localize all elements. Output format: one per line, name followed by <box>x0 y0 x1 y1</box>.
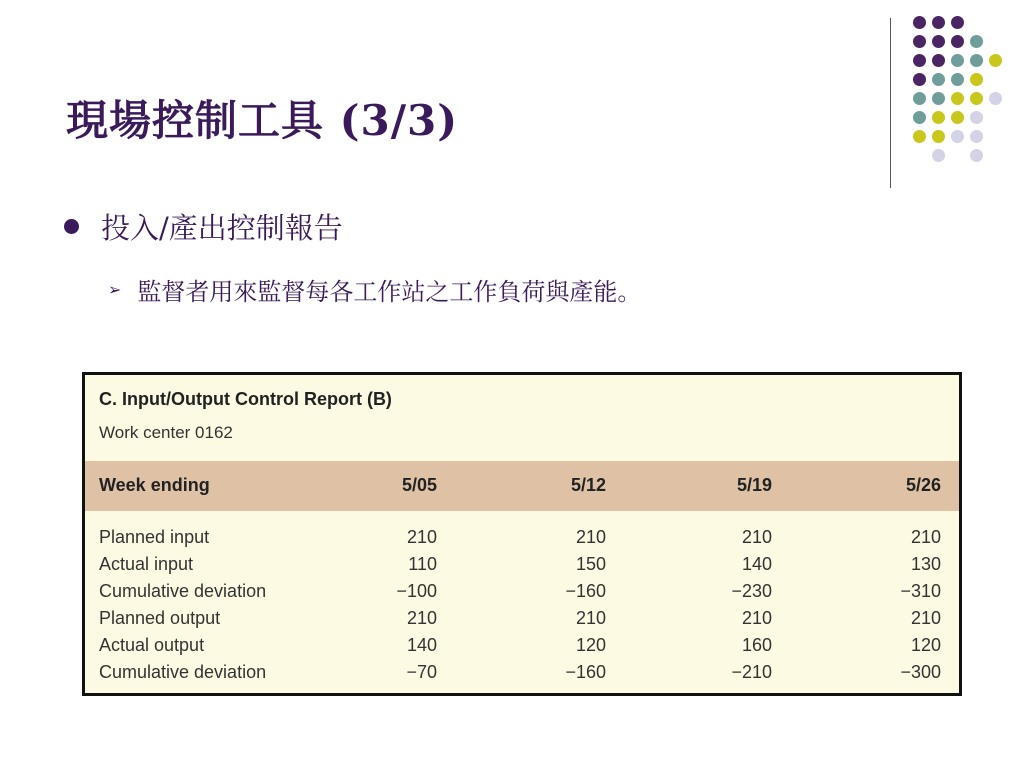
report-title: C. Input/Output Control Report (B) <box>99 389 392 409</box>
table-cell: 110 <box>408 554 437 574</box>
week-ending-header: Week ending <box>99 475 210 495</box>
bullet-item <box>64 206 343 247</box>
decor-dot <box>970 92 983 105</box>
decor-dot <box>913 35 926 48</box>
decor-dot <box>970 111 983 124</box>
decor-dot <box>970 130 983 143</box>
table-cell: 210 <box>741 608 772 628</box>
table-cell: 150 <box>575 554 606 574</box>
table-cell: −160 <box>565 662 606 682</box>
decor-dot <box>932 16 945 29</box>
decor-dot <box>913 130 926 143</box>
table-cell: 140 <box>406 635 437 655</box>
sub-bullet-item <box>108 272 641 307</box>
table-cell: 210 <box>910 608 941 628</box>
decor-dot <box>970 54 983 67</box>
decor-dot <box>913 73 926 86</box>
row-label: Actual output <box>99 635 205 655</box>
table-cell: 120 <box>575 635 606 655</box>
decor-dot <box>932 149 945 162</box>
decor-dot <box>913 16 926 29</box>
decor-dot <box>932 111 945 124</box>
decor-dot <box>951 54 964 67</box>
table-cell: −210 <box>731 662 772 682</box>
decor-dot <box>951 73 964 86</box>
row-label: Planned output <box>99 608 221 628</box>
table-cell: −100 <box>396 581 437 601</box>
slide-title: 現場控制工具 (3/3) <box>66 96 459 145</box>
decor-dot <box>951 92 964 105</box>
table-cell: 210 <box>575 608 606 628</box>
table-cell: −310 <box>900 581 941 601</box>
table-cell: 120 <box>910 635 941 655</box>
table-cell: −70 <box>406 662 437 682</box>
table-cell: 160 <box>741 635 772 655</box>
week-header: 5/19 <box>736 475 772 495</box>
decor-dot <box>989 54 1002 67</box>
decor-dot <box>970 35 983 48</box>
week-header: 5/26 <box>905 475 941 495</box>
table-cell: 210 <box>406 527 437 547</box>
decor-dot <box>932 130 945 143</box>
bullet-dot-icon <box>64 219 79 234</box>
decor-dot <box>932 35 945 48</box>
table-cell: 140 <box>741 554 772 574</box>
decor-dot <box>913 92 926 105</box>
decor-dot <box>989 92 1002 105</box>
table-cell: 210 <box>575 527 606 547</box>
row-label: Cumulative deviation <box>99 581 267 601</box>
sub-bullet-text: 監督者用來監督每各工作站之工作負荷與產能。 <box>137 278 642 306</box>
table-cell: −160 <box>565 581 606 601</box>
table-cell: 210 <box>741 527 772 547</box>
week-header: 5/05 <box>401 475 437 495</box>
row-label: Planned input <box>99 527 210 547</box>
row-label: Actual input <box>99 554 194 574</box>
week-header: 5/12 <box>570 475 606 495</box>
table-cell: 210 <box>406 608 437 628</box>
decor-dot <box>913 111 926 124</box>
decor-dot <box>951 35 964 48</box>
report-subtitle: Work center 0162 <box>99 423 233 442</box>
bullet-text: 投入/產出控制報告 <box>101 211 343 245</box>
title-divider-line <box>890 18 891 188</box>
decor-dot <box>951 111 964 124</box>
report-header-band <box>85 461 959 511</box>
row-label: Cumulative deviation <box>99 662 267 682</box>
arrow-bullet-icon: ➢ <box>108 280 122 299</box>
decor-dot <box>932 92 945 105</box>
table-cell: 210 <box>910 527 941 547</box>
decor-dot <box>951 130 964 143</box>
decor-dot <box>913 54 926 67</box>
decor-dot <box>970 149 983 162</box>
decor-dot <box>970 73 983 86</box>
io-control-report <box>82 372 962 696</box>
decor-dot <box>932 73 945 86</box>
decor-dot <box>951 16 964 29</box>
table-cell: 130 <box>910 554 941 574</box>
table-cell: −230 <box>731 581 772 601</box>
table-cell: −300 <box>900 662 941 682</box>
decor-dot <box>932 54 945 67</box>
